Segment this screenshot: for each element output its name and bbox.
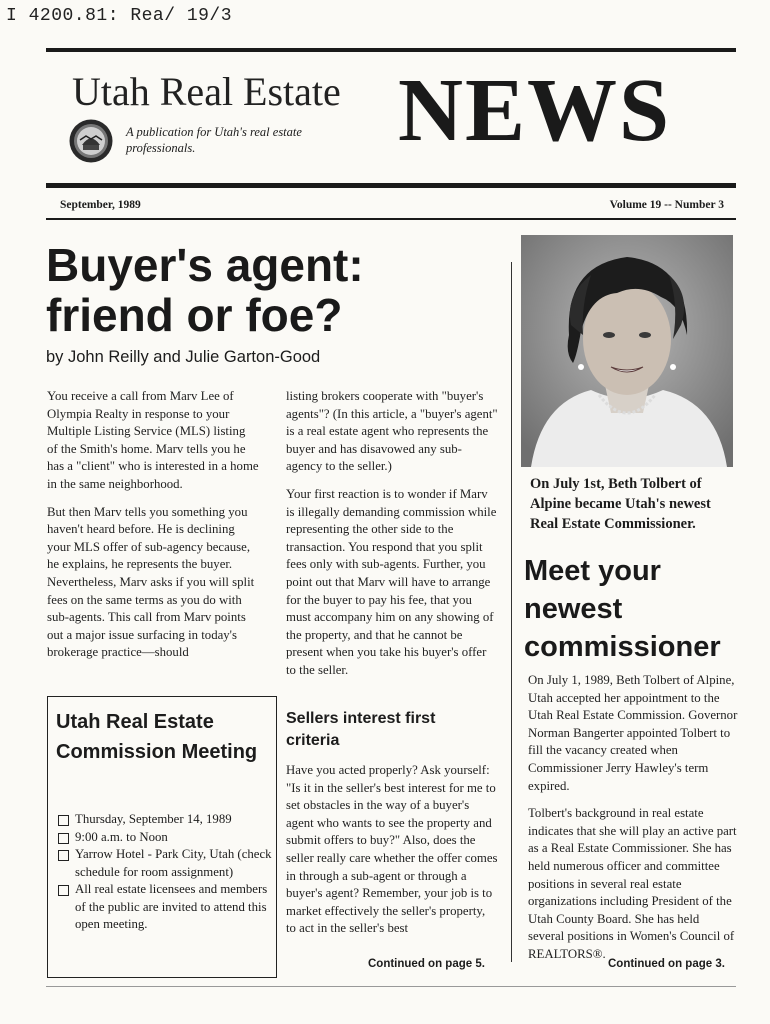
list-item	[58, 829, 273, 847]
masthead-news: NEWS	[398, 61, 672, 160]
list-item	[58, 881, 273, 934]
headline-line-1: Buyer's agent:	[46, 239, 364, 291]
meeting-detail: 9:00 a.m. to Noon	[75, 829, 168, 844]
issue-date: September, 1989	[60, 199, 141, 211]
checkbox-bullet-icon	[58, 885, 69, 896]
meeting-notice-box	[47, 696, 277, 978]
commissioner-photo	[521, 235, 733, 467]
meeting-detail: All real estate licensees and members of the public are invited to attend this open meeting.	[75, 882, 268, 931]
headline-line-2: friend or foe?	[46, 289, 343, 341]
article-column-2	[286, 388, 498, 690]
sidebar-paragraph: On July 1, 1989, Beth Tolbert of Alpine, Utah accepted her appointment to the Utah Real Estate Commission. Governor Norman Bangerter appointed Tolbert to fill the vacancy created when Commissioner Jerry Hawley's term expired.	[528, 673, 738, 793]
sidebar-paragraph: Tolbert's background in real estate indicates that she will play an active part as a Real Estate Commissioner. She has held numerous officer and committee positions in several real estate organizations including President of the Utah County Board. She has held several positions in Women's Council of REALTORS®.	[528, 806, 737, 961]
page-bottom-rule	[46, 986, 736, 987]
masthead-title: Utah Real Estate	[72, 69, 341, 114]
masthead-top-rule	[46, 48, 736, 52]
meeting-details-list	[58, 811, 273, 934]
issue-volume: Volume 19 -- Number 3	[609, 199, 724, 211]
article-headline	[46, 240, 486, 340]
masthead-bottom-rule	[46, 183, 736, 188]
masthead-tagline: A publication for Utah's real estate professionals.	[126, 125, 302, 155]
state-seal-icon	[68, 118, 114, 164]
meeting-detail: Yarrow Hotel - Park City, Utah (check schedule for room assignment)	[75, 847, 272, 879]
list-item	[58, 811, 273, 829]
checkbox-bullet-icon	[58, 815, 69, 826]
portrait-image	[521, 235, 733, 467]
checkbox-bullet-icon	[58, 850, 69, 861]
article-subhead: Sellers interest first criteria	[286, 710, 436, 749]
article-paragraph: You receive a call from Marv Lee of Olympia Realty in response to your Multiple Listing Service (MLS) listing of the Smith's home. Marv tells you he has a "client" who is interested in a home in the same neighborhood.	[47, 389, 259, 491]
article-continued: Continued on page 5.	[368, 958, 485, 970]
sidebar-column	[528, 672, 738, 974]
sidebar-continued: Continued on page 3.	[608, 958, 725, 970]
article-paragraph: Your first reaction is to wonder if Marv is illegally demanding commission while representing the other side to the transaction. You respond that you split fees only with sub-agents. Further, you point out that Marv will have to arrange for the buyer to pay his fee, that you must accompany him on any showing of the property, and that he cannot be present when you take his buyer's offer to the seller.	[286, 486, 497, 677]
article-column-1	[47, 388, 259, 672]
dateline-rule	[46, 218, 736, 220]
meeting-box-title: Utah Real Estate Commission Meeting	[56, 711, 258, 763]
article-column-2b	[286, 762, 498, 948]
checkbox-bullet-icon	[58, 833, 69, 844]
article-paragraph: Have you acted properly? Ask yourself: "Is it in the seller's best interest for me to set obstacles in the way of a buyer's agent who wants to see the property and submit offers to buy?" Also, does the seller really care whether the offer comes in through a sub-agent or through a buyer's agent? Remember, your job is to market effectively the seller's property, to act in the seller's best	[286, 763, 498, 936]
article-paragraph: listing brokers cooperate with "buyer's agents"? (In this article, a "buyer's agent" is a real estate agent who represents the buyer and has disavowed any sub-agency to the seller.)	[286, 389, 498, 474]
list-item	[58, 846, 273, 881]
column-divider	[511, 262, 512, 962]
photo-caption: On July 1st, Beth Tolbert of Alpine became Utah's newest Real Estate Commissioner.	[530, 476, 711, 532]
article-paragraph: But then Marv tells you something you haven't heard before. He is declining your MLS offer of sub-agency because, he explains, he represents the buyer. Nevertheless, Marv asks if you will split fees on the same terms as you do with sub-agents. This call from Marv points out a major issue surfacing in today's brokerage practice—should	[47, 504, 255, 660]
meeting-detail: Thursday, September 14, 1989	[75, 812, 232, 826]
sidebar-headline: Meet your newest commissioner	[524, 555, 721, 663]
catalog-stamp: I 4200.81: Rea/ 19/3	[6, 6, 233, 26]
article-byline: by John Reilly and Julie Garton-Good	[46, 348, 321, 366]
